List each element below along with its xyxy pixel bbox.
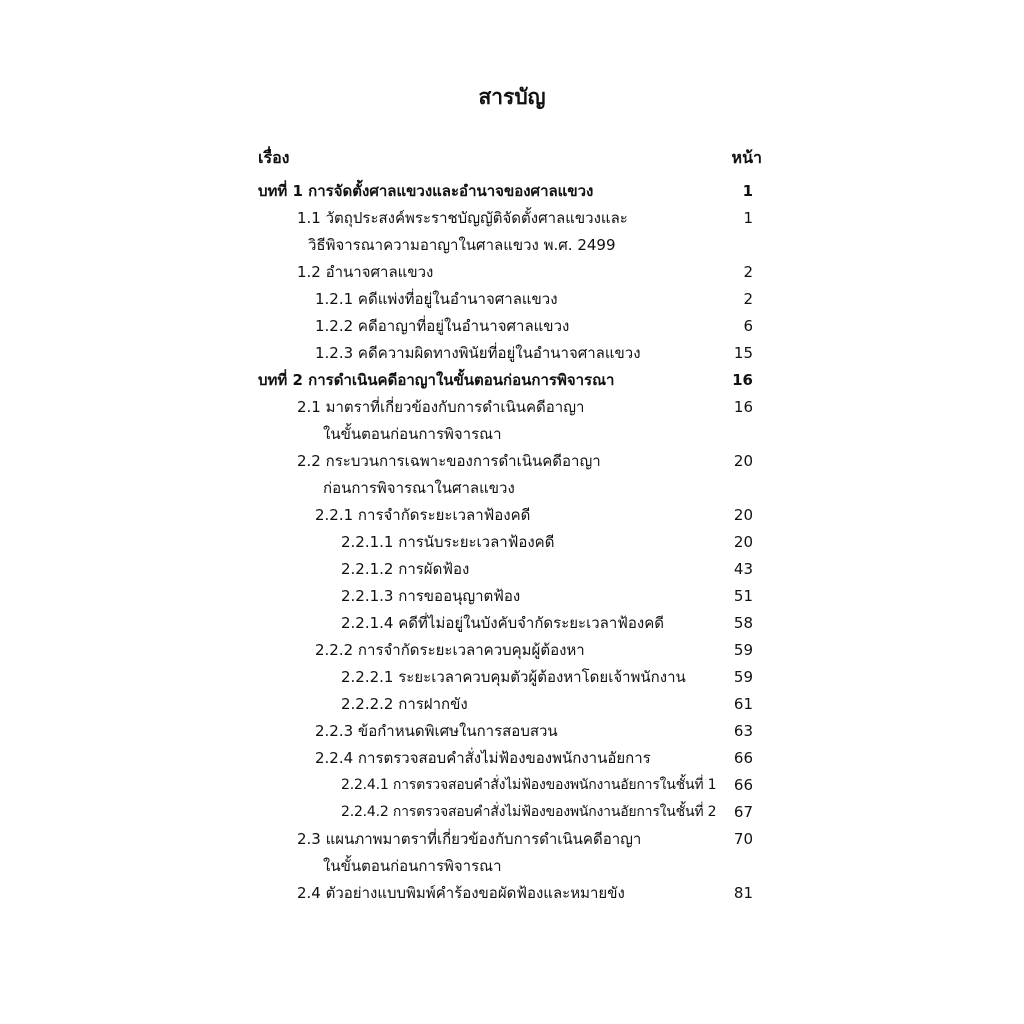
- toc-entry-text: 2.2 กระบวนการเฉพาะของการดำเนินคดีอาญา: [297, 452, 601, 470]
- toc-entry-text: 2.4 ตัวอย่างแบบพิมพ์คำร้องขอผัดฟ้องและหมายขัง: [297, 884, 625, 902]
- toc-entry-text: ก่อนการพิจารณาในศาลแขวง: [323, 479, 515, 497]
- toc-entry-continuation: [0, 853, 1024, 880]
- toc-entry: [0, 556, 1024, 583]
- toc-entry-page: 59: [733, 641, 753, 659]
- toc-entry-text: 2.2.2 การจำกัดระยะเวลาควบคุมผู้ต้องหา: [315, 641, 585, 659]
- toc-entry-page: 15: [733, 344, 753, 362]
- toc-entry-text: 2.2.1.2 การผัดฟ้อง: [341, 560, 470, 578]
- toc-entry-continuation: [0, 421, 1024, 448]
- toc-entry-page: 63: [733, 722, 753, 740]
- toc-entry-text: 2.2.1.3 การขออนุญาตฟ้อง: [341, 587, 521, 605]
- toc-entry-text: 2.2.1.1 การนับระยะเวลาฟ้องคดี: [341, 533, 555, 551]
- toc-entry-page: 2: [743, 290, 753, 308]
- toc-entry-text: 2.1 มาตราที่เกี่ยวข้องกับการดำเนินคดีอาญา: [297, 398, 585, 416]
- toc-entry: [0, 772, 1024, 799]
- toc-entry-page: 1: [742, 182, 753, 200]
- toc-list: [0, 178, 1024, 907]
- toc-entry-text: 2.2.2.2 การฝากขัง: [341, 695, 468, 713]
- topic-column-header: เรื่อง: [258, 148, 290, 167]
- toc-entry-page: 20: [733, 533, 753, 551]
- toc-entry-page: 81: [733, 884, 753, 902]
- toc-entry: [0, 259, 1024, 286]
- toc-entry-text: ในขั้นตอนก่อนการพิจารณา: [323, 857, 502, 875]
- toc-entry: [0, 637, 1024, 664]
- toc-entry-text: 2.2.4.1 การตรวจสอบคำสั่งไม่ฟ้องของพนักงานอัยการในชั้นที่ 1: [341, 777, 717, 793]
- page-title: สารบัญ: [478, 85, 546, 109]
- toc-entry-text: 1.1 วัตถุประสงค์พระราชบัญญัติจัดตั้งศาลแขวงและ: [297, 209, 628, 227]
- toc-entry-page: 16: [732, 371, 753, 389]
- toc-entry-text: 1.2.2 คดีอาญาที่อยู่ในอำนาจศาลแขวง: [315, 317, 570, 335]
- toc-entry: [0, 799, 1024, 826]
- toc-entry-text: 1.2 อำนาจศาลแขวง: [297, 263, 434, 281]
- toc-entry: [0, 448, 1024, 475]
- toc-entry-text: 1.2.1 คดีแพ่งที่อยู่ในอำนาจศาลแขวง: [315, 290, 558, 308]
- toc-entry-page: 20: [733, 452, 753, 470]
- page-column-header: หน้า: [731, 148, 762, 167]
- toc-entry-page: 70: [733, 830, 753, 848]
- toc-entry: [0, 394, 1024, 421]
- toc-entry: [0, 745, 1024, 772]
- toc-entry-text: 2.2.2.1 ระยะเวลาควบคุมตัวผู้ต้องหาโดยเจ้าพนักงาน: [341, 668, 686, 686]
- toc-entry-page: 20: [733, 506, 753, 524]
- toc-entry-page: 51: [733, 587, 753, 605]
- toc-entry-page: 58: [733, 614, 753, 632]
- toc-entry: [0, 691, 1024, 718]
- toc-entry-text: บทที่ 1 การจัดตั้งศาลแขวงและอำนาจของศาลแขวง: [258, 182, 594, 200]
- toc-entry-continuation: [0, 475, 1024, 502]
- toc-entry-text: 2.2.4.2 การตรวจสอบคำสั่งไม่ฟ้องของพนักงานอัยการในชั้นที่ 2: [341, 804, 717, 820]
- toc-entry-text: 2.2.4 การตรวจสอบคำสั่งไม่ฟ้องของพนักงานอัยการ: [315, 749, 651, 767]
- toc-entry-page: 43: [733, 560, 753, 578]
- toc-entry: [0, 583, 1024, 610]
- toc-entry-text: ในขั้นตอนก่อนการพิจารณา: [323, 425, 502, 443]
- toc-entry: [0, 205, 1024, 232]
- toc-entry: [0, 718, 1024, 745]
- toc-chapter-1: [0, 178, 1024, 205]
- toc-entry: [0, 880, 1024, 907]
- toc-entry-page: 66: [733, 776, 753, 794]
- toc-entry-page: 6: [743, 317, 753, 335]
- toc-entry-page: 66: [733, 749, 753, 767]
- toc-entry: [0, 610, 1024, 637]
- toc-entry: [0, 313, 1024, 340]
- toc-entry-text: 2.2.3 ข้อกำหนดพิเศษในการสอบสวน: [315, 722, 558, 740]
- toc-entry-text: บทที่ 2 การดำเนินคดีอาญาในขั้นตอนก่อนการพิจารณา: [258, 371, 615, 389]
- toc-entry-page: 2: [743, 263, 753, 281]
- toc-entry: [0, 286, 1024, 313]
- toc-entry-continuation: [0, 232, 1024, 259]
- toc-entry-text: 1.2.3 คดีความผิดทางพินัยที่อยู่ในอำนาจศาลแขวง: [315, 344, 641, 362]
- toc-entry-text: 2.2.1 การจำกัดระยะเวลาฟ้องคดี: [315, 506, 531, 524]
- toc-entry: [0, 664, 1024, 691]
- toc-entry: [0, 340, 1024, 367]
- toc-chapter-2: [0, 367, 1024, 394]
- toc-entry-page: 67: [733, 803, 753, 821]
- toc-entry-page: 16: [733, 398, 753, 416]
- toc-entry-text: 2.2.1.4 คดีที่ไม่อยู่ในบังคับจำกัดระยะเวลาฟ้องคดี: [341, 614, 665, 632]
- toc-entry: [0, 529, 1024, 556]
- toc-entry-text: วิธีพิจารณาความอาญาในศาลแขวง พ.ศ. 2499: [308, 236, 616, 254]
- toc-entry-page: 61: [733, 695, 753, 713]
- toc-entry: [0, 826, 1024, 853]
- toc-entry-text: 2.3 แผนภาพมาตราที่เกี่ยวข้องกับการดำเนินคดีอาญา: [297, 830, 642, 848]
- toc-entry-page: 59: [733, 668, 753, 686]
- toc-entry-page: 1: [743, 209, 753, 227]
- toc-entry: [0, 502, 1024, 529]
